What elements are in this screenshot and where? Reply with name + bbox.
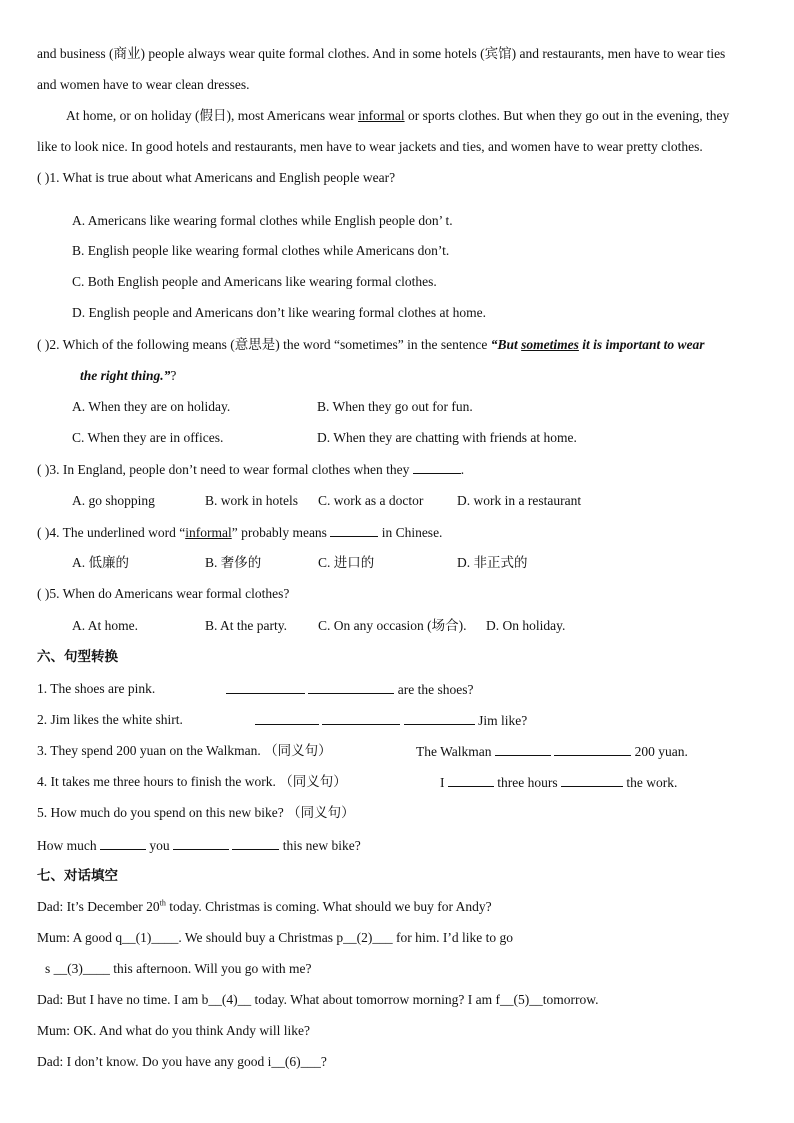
question-3-option-d: D. work in a restaurant	[457, 493, 582, 508]
question-2-option-d: D. When they are chatting with friends at home.	[317, 430, 577, 445]
section-7-heading: 七、对话填空	[37, 868, 118, 883]
question-2-option-c: C. When they are in offices.	[72, 430, 224, 445]
dialogue-text: Dad: It’s December 20	[37, 899, 160, 914]
answer-blank[interactable]	[232, 837, 279, 850]
question-3-option-b: B. work in hotels	[205, 493, 298, 508]
synonym-tag: （同义句）	[287, 805, 355, 820]
question-5-option-d: D. On holiday.	[486, 618, 566, 633]
rewrite-item-1-answer	[226, 681, 473, 698]
item-text: 2. Jim likes the white shirt.	[37, 712, 183, 727]
answer-blank[interactable]	[404, 712, 475, 725]
question-5-option-c: C. On any occasion (场合).	[318, 618, 467, 633]
answer-blank[interactable]	[413, 461, 461, 474]
synonym-tag: （同义句）	[279, 774, 347, 789]
answer-blank[interactable]	[308, 681, 394, 694]
underlined-word: informal	[185, 525, 232, 540]
question-mark: ?	[170, 368, 177, 383]
question-3-option-a: A. go shopping	[72, 493, 155, 508]
answer-blank[interactable]	[495, 743, 551, 756]
question-1-option-b: B. English people like wearing formal clothes while Americans don’t.	[72, 243, 450, 258]
question-2-stem	[37, 337, 705, 353]
question-4-text: ” probably means	[231, 525, 327, 540]
item-text: The Walkman	[416, 744, 492, 759]
question-3-stem	[37, 461, 464, 478]
dialogue-line-1	[37, 899, 492, 915]
rewrite-item-1	[37, 681, 155, 697]
question-1-option-d: D. English people and Americans don’t like wearing formal clothes at home.	[72, 305, 487, 320]
question-4-text: ( )4. The underlined word “	[37, 525, 186, 540]
item-text: the work.	[626, 775, 678, 790]
dialogue-line-4: Dad: But I have no time. I am b__(4)__ today. What about tomorrow morning? I am f__(5)__tomorrow.	[37, 992, 599, 1007]
rewrite-item-3	[37, 743, 332, 759]
answer-blank[interactable]	[100, 837, 146, 850]
question-5-stem: ( )5. When do Americans wear formal clothes?	[37, 586, 290, 601]
passage-text: or sports clothes. But when they go out in the evening, they	[404, 108, 730, 123]
synonym-tag: （同义句）	[264, 743, 332, 758]
item-text: 3. They spend 200 yuan on the Walkman.	[37, 743, 261, 758]
item-text: you	[149, 838, 170, 853]
passage-line-4: like to look nice. In good hotels and restaurants, men have to wear jackets and ties, and women have to wear pretty clothes.	[37, 139, 703, 154]
question-4-text: in Chinese.	[381, 525, 443, 540]
answer-blank[interactable]	[255, 712, 319, 725]
item-text: How much	[37, 838, 97, 853]
passage-line-2: and women have to wear clean dresses.	[37, 77, 250, 92]
quote-text: it is important to wear	[578, 337, 705, 352]
answer-blank[interactable]	[322, 712, 400, 725]
passage-text: At home, or on holiday (假日), most Americans wear	[66, 108, 359, 123]
period: .	[460, 462, 465, 477]
ordinal-suffix: th	[159, 898, 166, 908]
passage-line-1: and business (商业) people always wear quite formal clothes. And in some hotels (宾馆) and restaurants, men have to wear ties	[37, 46, 726, 61]
answer-blank[interactable]	[554, 743, 631, 756]
question-4-option-b: B. 奢侈的	[205, 555, 262, 570]
item-text: 5. How much do you spend on this new bike?	[37, 805, 284, 820]
question-5-option-a: A. At home.	[72, 618, 138, 633]
item-text: 200 yuan.	[634, 744, 688, 759]
question-3-text: ( )3. In England, people don’t need to wear formal clothes when they	[37, 462, 410, 477]
item-text: are the shoes?	[397, 682, 474, 697]
question-2-option-b: B. When they go out for fun.	[317, 399, 473, 414]
question-4-option-d: D. 非正式的	[457, 555, 528, 570]
question-4-stem	[37, 524, 442, 541]
section-6-heading: 六、句型转换	[37, 649, 118, 664]
answer-blank[interactable]	[173, 837, 229, 850]
dialogue-line-5: Mum: OK. And what do you think Andy will like?	[37, 1023, 310, 1038]
question-2-stem-cont	[80, 368, 176, 384]
question-1-option-c: C. Both English people and Americans like wearing formal clothes.	[72, 274, 437, 289]
answer-blank[interactable]	[226, 681, 305, 694]
dialogue-text: today. Christmas is coming. What should we buy for Andy?	[165, 899, 492, 914]
item-text: 1. The shoes are pink.	[37, 681, 156, 696]
quote-text: the right thing.”	[80, 368, 171, 383]
rewrite-item-3-answer	[416, 743, 688, 760]
rewrite-item-5	[37, 805, 355, 821]
question-4-option-c: C. 进口的	[318, 555, 375, 570]
question-2-text: ( )2. Which of the following means (意思是) the word “sometimes” in the sentence	[37, 337, 491, 352]
rewrite-item-4	[37, 774, 347, 790]
answer-blank[interactable]	[448, 774, 494, 787]
item-text: three hours	[497, 775, 558, 790]
underlined-word: informal	[358, 108, 405, 123]
dialogue-line-2: Mum: A good q__(1)____. We should buy a Christmas p__(2)___ for him. I’d like to go	[37, 930, 514, 945]
passage-line-3	[66, 108, 729, 124]
underlined-word: sometimes	[521, 337, 579, 352]
rewrite-item-4-answer	[440, 774, 677, 791]
rewrite-item-2	[37, 712, 183, 728]
question-3-option-c: C. work as a doctor	[318, 493, 424, 508]
rewrite-item-5-answer	[37, 837, 361, 854]
rewrite-item-2-answer	[255, 712, 527, 729]
question-4-option-a: A. 低廉的	[72, 555, 129, 570]
answer-blank[interactable]	[330, 524, 378, 537]
item-text: I	[440, 775, 445, 790]
question-2-option-a: A. When they are on holiday.	[72, 399, 231, 414]
item-text: 4. It takes me three hours to finish the work.	[37, 774, 276, 789]
item-text: this new bike?	[282, 838, 361, 853]
question-1-stem: ( )1. What is true about what Americans and English people wear?	[37, 170, 396, 185]
quote-text: “But	[490, 337, 522, 352]
question-1-option-a: A. Americans like wearing formal clothes while English people don’ t.	[72, 213, 453, 228]
answer-blank[interactable]	[561, 774, 623, 787]
dialogue-line-3: s __(3)____ this afternoon. Will you go with me?	[45, 961, 312, 976]
question-5-option-b: B. At the party.	[205, 618, 287, 633]
dialogue-line-6: Dad: I don’t know. Do you have any good i__(6)___?	[37, 1054, 327, 1069]
item-text: Jim like?	[478, 713, 528, 728]
